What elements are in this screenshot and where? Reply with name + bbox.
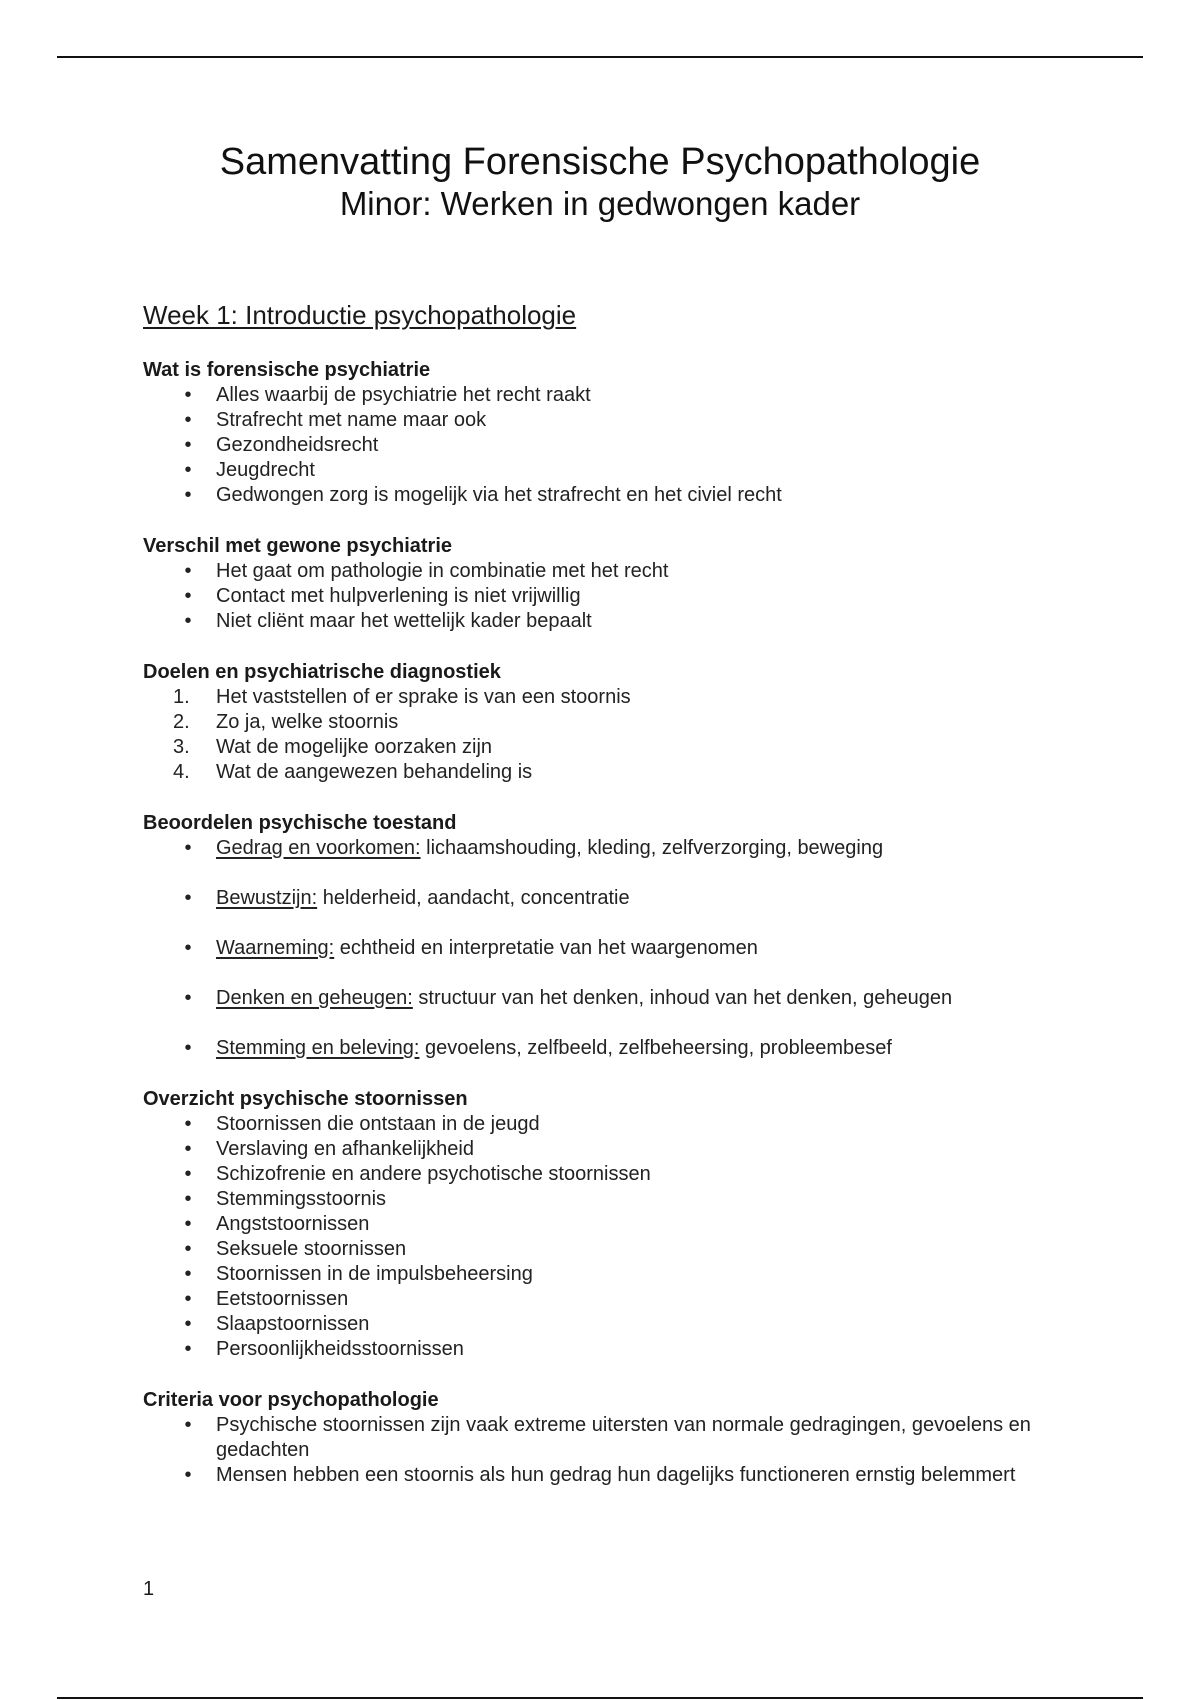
list-item-text: Wat de aangewezen behandeling is: [216, 761, 533, 783]
list-item: [143, 1413, 1063, 1463]
list-item-text: Het gaat om pathologie in combinatie met het recht: [216, 560, 669, 582]
bullet-icon: •: [184, 585, 192, 607]
title-block: [0, 140, 1200, 224]
bullet-icon: •: [184, 384, 192, 406]
bullet-list: [143, 383, 1063, 508]
list-item: [143, 836, 1063, 861]
list-item: [143, 1262, 1063, 1287]
list-item: [143, 458, 1063, 483]
list-item: [143, 1312, 1063, 1337]
list-item-text: Niet cliënt maar het wettelijk kader bepaalt: [216, 610, 592, 632]
bullet-icon: •: [184, 1313, 192, 1335]
list-item: [143, 433, 1063, 458]
list-item-text: Strafrecht met name maar ook: [216, 409, 487, 431]
document-subtitle: Minor: Werken in gedwongen kader: [339, 185, 861, 222]
page-number: 1: [143, 1578, 155, 1600]
bullet-icon: •: [184, 1188, 192, 1210]
bullet-list: [143, 836, 1063, 1061]
list-item-text: Persoonlijkheidsstoornissen: [216, 1338, 464, 1360]
bullet-icon: •: [184, 1138, 192, 1160]
list-item-text: Verslaving en afhankelijkheid: [216, 1138, 474, 1160]
bullet-list: [143, 1413, 1063, 1488]
list-item-text: Mensen hebben een stoornis als hun gedrag hun dagelijks functioneren ernstig belemmert: [216, 1464, 1016, 1486]
list-item: [143, 936, 1063, 961]
list-item: [143, 584, 1063, 609]
list-item-text: Angststoornissen: [216, 1213, 370, 1235]
list-item-text: Slaapstoornissen: [216, 1313, 370, 1335]
list-item-text: Eetstoornissen: [216, 1288, 349, 1310]
list-item-text: Gedwongen zorg is mogelijk via het strafrecht en het civiel recht: [216, 484, 782, 506]
term-description: echtheid en interpretatie van het waargenomen: [334, 937, 758, 959]
term-label: Stemming en beleving:: [216, 1037, 420, 1059]
list-item-text: Het vaststellen of er sprake is van een stoornis: [216, 686, 631, 708]
list-item-text: Seksuele stoornissen: [216, 1238, 407, 1260]
section-goals: [143, 660, 1063, 785]
bullet-list: [143, 1112, 1063, 1362]
bullet-icon: •: [184, 1238, 192, 1260]
list-item-text: Gezondheidsrecht: [216, 434, 379, 456]
term-label: Waarneming:: [216, 937, 335, 959]
bullet-icon: •: [184, 837, 192, 859]
section-heading: Doelen en psychiatrische diagnostiek: [143, 661, 501, 683]
numbered-list: [143, 685, 1063, 785]
list-item: [143, 710, 1063, 735]
section-overview-disorders: [143, 1087, 1063, 1362]
bullet-icon: •: [184, 1414, 192, 1436]
list-item: [143, 609, 1063, 634]
list-item: [143, 1162, 1063, 1187]
section-difference: [143, 534, 1063, 634]
list-item-text: Stoornissen die ontstaan in de jeugd: [216, 1113, 540, 1135]
list-item: [143, 1187, 1063, 1212]
term-description: gevoelens, zelfbeeld, zelfbeheersing, probleembesef: [419, 1037, 892, 1059]
list-item: [143, 760, 1063, 785]
list-item-text: Psychische stoornissen zijn vaak extreme uitersten van normale gedragingen, gevoelens en gedachten: [216, 1414, 1031, 1461]
list-item-text: Zo ja, welke stoornis: [216, 711, 399, 733]
bullet-icon: •: [184, 434, 192, 456]
list-item-text: Contact met hulpverlening is niet vrijwillig: [216, 585, 581, 607]
list-item: [143, 685, 1063, 710]
bullet-icon: •: [184, 560, 192, 582]
list-item: [143, 1237, 1063, 1262]
list-item: [143, 886, 1063, 911]
bullet-icon: •: [184, 1338, 192, 1360]
term-label: Denken en geheugen:: [216, 987, 413, 1009]
list-item-text: Jeugdrecht: [216, 459, 315, 481]
bullet-icon: •: [184, 1113, 192, 1135]
list-item: [143, 1287, 1063, 1312]
list-item: [143, 383, 1063, 408]
list-item: [143, 408, 1063, 433]
list-item-text: Wat de mogelijke oorzaken zijn: [216, 736, 493, 758]
term-label: Gedrag en voorkomen:: [216, 837, 421, 859]
top-rule: [57, 56, 1143, 58]
bullet-icon: •: [184, 409, 192, 431]
list-item-text: Schizofrenie en andere psychotische stoornissen: [216, 1163, 651, 1185]
section-heading: Beoordelen psychische toestand: [143, 812, 457, 834]
term-label: Bewustzijn:: [216, 887, 318, 909]
list-item: [143, 483, 1063, 508]
bullet-icon: •: [184, 484, 192, 506]
bullet-icon: •: [184, 1288, 192, 1310]
term-description: lichaamshouding, kleding, zelfverzorging, beweging: [420, 837, 884, 859]
bullet-icon: •: [184, 887, 192, 909]
list-item: [143, 1112, 1063, 1137]
term-description: helderheid, aandacht, concentratie: [317, 887, 630, 909]
list-item: [143, 735, 1063, 760]
section-assessment: [143, 811, 1063, 1061]
bullet-icon: •: [184, 1263, 192, 1285]
section-criteria: [143, 1388, 1063, 1488]
document-body: [143, 298, 1063, 1514]
list-item: [143, 986, 1063, 1011]
section-heading: Verschil met gewone psychiatrie: [143, 535, 453, 557]
list-item-text: Stoornissen in de impulsbeheersing: [216, 1263, 533, 1285]
list-number: 1.: [173, 686, 190, 708]
list-number: 3.: [173, 736, 190, 758]
list-item: [143, 1463, 1063, 1488]
list-item: [143, 1212, 1063, 1237]
term-description: structuur van het denken, inhoud van het denken, geheugen: [412, 987, 953, 1009]
list-item-text: Alles waarbij de psychiatrie het recht raakt: [216, 384, 591, 406]
week-title: Week 1: Introductie psychopathologie: [143, 300, 577, 330]
document-title: Samenvatting Forensische Psychopathologie: [219, 141, 981, 183]
bullet-icon: •: [184, 610, 192, 632]
bullet-icon: •: [184, 1037, 192, 1059]
list-number: 4.: [173, 761, 190, 783]
bullet-icon: •: [184, 937, 192, 959]
bullet-list: [143, 559, 1063, 634]
section-heading: Criteria voor psychopathologie: [143, 1389, 439, 1411]
section-heading: Overzicht psychische stoornissen: [143, 1088, 468, 1110]
list-item: [143, 559, 1063, 584]
list-item: [143, 1337, 1063, 1362]
list-item: [143, 1137, 1063, 1162]
list-item: [143, 1036, 1063, 1061]
bullet-icon: •: [184, 1163, 192, 1185]
section-forensic-psychiatry: [143, 358, 1063, 508]
list-item-text: Stemmingsstoornis: [216, 1188, 387, 1210]
section-heading: Wat is forensische psychiatrie: [143, 359, 431, 381]
bullet-icon: •: [184, 1213, 192, 1235]
bullet-icon: •: [184, 987, 192, 1009]
bottom-rule: [57, 1697, 1143, 1699]
list-number: 2.: [173, 711, 190, 733]
bullet-icon: •: [184, 1464, 192, 1486]
bullet-icon: •: [184, 459, 192, 481]
